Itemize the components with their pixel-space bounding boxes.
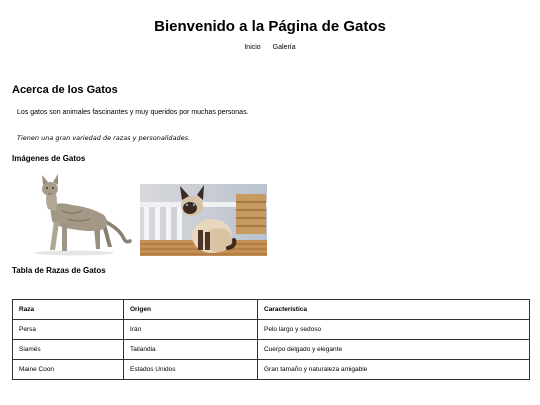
column-header-origen: Origen [124,300,258,320]
cell-raza: Maine Coon [13,360,124,380]
about-heading: Acerca de los Gatos [12,84,118,96]
table-row [13,360,530,380]
cell-caracteristica: Gran tamaño y naturaleza amigable [258,360,530,380]
cell-origen: Tailandia [124,340,258,360]
table-row [13,320,530,340]
cat-photo-siamese [140,184,267,256]
cell-raza: Siamés [13,340,124,360]
about-paragraph: Los gatos son animales fascinantes y muy queridos por muchas personas. [17,109,249,116]
breeds-table [12,299,530,380]
about-paragraph-italic: Tienen una gran variedad de razas y personalidades. [17,134,191,142]
cell-caracteristica: Cuerpo delgado y elegante [258,340,530,360]
table-row [13,340,530,360]
cell-origen: Estados Unidos [124,360,258,380]
nav-link-galeria[interactable]: Galería [272,44,296,51]
cell-origen: Irán [124,320,258,340]
page-title: Bienvenido a la Página de Gatos [154,18,386,35]
table-heading: Tabla de Razas de Gatos [12,266,106,275]
images-heading: Imágenes de Gatos [12,154,86,163]
cat-photo-tabby [12,171,136,256]
main-nav [0,44,540,51]
column-header-raza: Raza [13,300,124,320]
cell-raza: Persa [13,320,124,340]
nav-link-inicio[interactable]: Inicio [244,44,261,51]
cell-caracteristica: Pelo largo y sedoso [258,320,530,340]
table-header-row [13,300,530,320]
column-header-caracteristica: Característica [258,300,530,320]
